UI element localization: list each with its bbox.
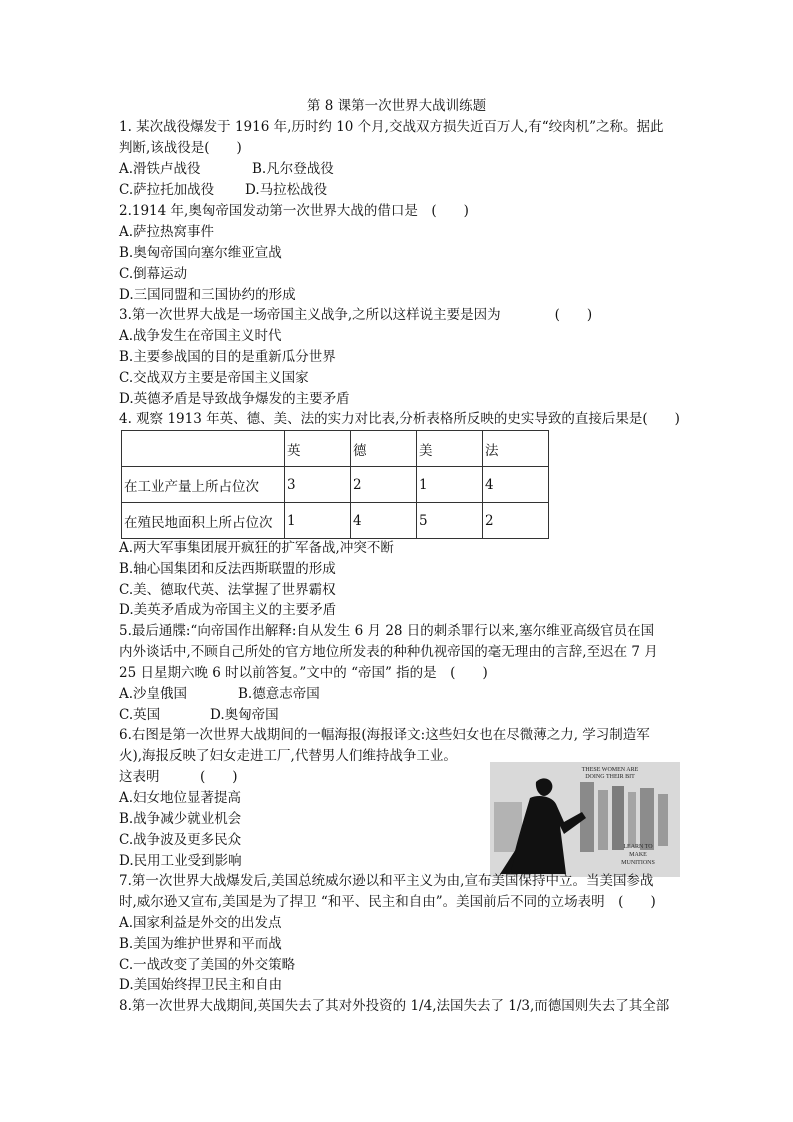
poster-text-bottom-2: MAKE bbox=[629, 852, 647, 858]
poster-text-top-2: DOING THEIR BIT bbox=[585, 774, 635, 780]
page-title: 第 8 课第一次世界大战训练题 bbox=[306, 98, 487, 114]
q5-option-b: B.德意志帝国 bbox=[238, 686, 320, 702]
q5-option-a: A.沙皇俄国 bbox=[119, 686, 188, 702]
q6-option-d: D.民用工业受到影响 bbox=[119, 853, 242, 869]
q4-option-c: C.美、德取代英、法掌握了世界霸权 bbox=[119, 582, 336, 598]
q3-option-a: A.战争发生在帝国主义时代 bbox=[119, 328, 282, 344]
q5-stem-line2: 内外谈话中,不顾自己所处的官方地位所发表的种种仇视帝国的毫无理由的言辞,至迟在 7 月 bbox=[119, 644, 658, 660]
q7-stem-line1: 7.第一次世界大战爆发后,美国总统威尔逊以和平主义为由,宣布美国保持中立。当美国参战 bbox=[119, 873, 654, 889]
poster-text-bottom-3: MUNITIONS bbox=[621, 860, 655, 866]
q2-stem: 2.1914 年,奥匈帝国发动第一次世界大战的借口是 ( ) bbox=[119, 203, 469, 219]
q4-option-a: A.两大军事集团展开疯狂的扩军备战,冲突不断 bbox=[119, 540, 394, 556]
q4-option-b: B.轴心国集团和反法西斯联盟的形成 bbox=[119, 561, 336, 577]
q1-stem-line2: 判断,该战役是( ) bbox=[119, 140, 242, 156]
q7-stem-line2: 时,威尔逊又宣布,美国是为了捍卫 “和平、民主和自由”。美国前后不同的立场表明 ( ) bbox=[119, 894, 656, 910]
poster-machine bbox=[658, 794, 668, 846]
q3-option-b: B.主要参战国的目的是重新瓜分世界 bbox=[119, 349, 336, 365]
q5-option-c: C.英国 bbox=[119, 707, 161, 723]
table-row bbox=[122, 431, 549, 467]
poster-text-bottom-1: LEARN TO bbox=[623, 844, 653, 850]
q6-stem-line2: 火),海报反映了妇女走进工厂,代替男人们维持战争工业。 bbox=[119, 748, 457, 764]
q5-option-d: D.奥匈帝国 bbox=[210, 707, 279, 723]
q5-stem-line3: 25 日星期六晚 6 时以前答复。”文中的 “帝国” 指的是 ( ) bbox=[119, 665, 488, 681]
q7-option-a: A.国家利益是外交的出发点 bbox=[119, 915, 282, 931]
q7-option-b: B.美国为维护世界和平而战 bbox=[119, 936, 282, 952]
q1-option-b: B.凡尔登战役 bbox=[252, 161, 334, 177]
poster-machine bbox=[612, 786, 624, 850]
q2-option-d: D.三国同盟和三国协约的形成 bbox=[119, 287, 296, 303]
table-cell: 2 bbox=[483, 503, 549, 539]
poster-machine bbox=[598, 790, 608, 850]
q4-option-d: D.美英矛盾成为帝国主义的主要矛盾 bbox=[119, 602, 337, 618]
war-poster-image bbox=[490, 762, 680, 877]
q6-option-b: B.战争减少就业机会 bbox=[119, 811, 242, 827]
q7-option-d: D.美国始终捍卫民主和自由 bbox=[119, 977, 283, 993]
q4-strength-table bbox=[121, 430, 549, 539]
table-header-cell: 德 bbox=[351, 431, 417, 467]
q1-option-d: D.马拉松战役 bbox=[245, 182, 328, 198]
q1-option-c: C.萨拉托加战役 bbox=[119, 182, 215, 198]
q2-option-c: C.倒幕运动 bbox=[119, 266, 188, 282]
q6-option-a: A.妇女地位显著提高 bbox=[119, 790, 242, 806]
table-cell: 1 bbox=[417, 467, 483, 503]
table-cell: 1 bbox=[285, 503, 351, 539]
q5-stem-line1: 5.最后通牒:“向帝国作出解释:自从发生 6 月 28 日的刺杀罪行以来,塞尔维亚高级官员在国 bbox=[119, 623, 655, 639]
q6-stem-line1: 6.右图是第一次世界大战期间的一幅海报(海报译文:这些妇女也在尽微薄之力, 学习制造军 bbox=[119, 727, 650, 743]
q1-stem-line1: 1. 某次战役爆发于 1916 年,历时约 10 个月,交战双方损失近百万人,有“绞肉机”之称。据此 bbox=[119, 119, 664, 135]
table-row bbox=[122, 503, 549, 539]
table-row bbox=[122, 467, 549, 503]
table-cell: 3 bbox=[285, 467, 351, 503]
poster-machine bbox=[640, 788, 654, 850]
q6-stem-line3: 这表明 ( ) bbox=[119, 769, 238, 785]
q2-option-b: B.奥匈帝国向塞尔维亚宣战 bbox=[119, 245, 282, 261]
table-header-cell: 法 bbox=[483, 431, 549, 467]
q2-option-a: A.萨拉热窝事件 bbox=[119, 224, 215, 240]
q8-stem-line1: 8.第一次世界大战期间,英国失去了其对外投资的 1/4,法国失去了 1/3,而德国则失去了其全部 bbox=[119, 998, 670, 1014]
q7-option-c: C.一战改变了美国的外交策略 bbox=[119, 957, 296, 973]
table-header-cell: 英 bbox=[285, 431, 351, 467]
q6-option-c: C.战争波及更多民众 bbox=[119, 832, 242, 848]
q4-stem: 4. 观察 1913 年英、德、美、法的实力对比表,分析表格所反映的史实导致的直接后果是( ) bbox=[119, 411, 680, 427]
q3-option-d: D.英德矛盾是导致战争爆发的主要矛盾 bbox=[119, 391, 350, 407]
q3-stem: 3.第一次世界大战是一场帝国主义战争,之所以这样说主要是因为 ( ) bbox=[119, 307, 593, 323]
poster-machine bbox=[628, 792, 636, 847]
table-cell: 2 bbox=[351, 467, 417, 503]
poster-text-top-1: THESE WOMEN ARE bbox=[581, 767, 639, 773]
q1-option-a: A.滑铁卢战役 bbox=[119, 161, 201, 177]
table-cell: 在殖民地面积上所占位次 bbox=[122, 503, 285, 539]
table-cell: 4 bbox=[483, 467, 549, 503]
table-cell: 4 bbox=[351, 503, 417, 539]
table-header-cell bbox=[122, 431, 285, 467]
table-header-cell: 美 bbox=[417, 431, 483, 467]
table-cell: 在工业产量上所占位次 bbox=[122, 467, 285, 503]
table-cell: 5 bbox=[417, 503, 483, 539]
q3-option-c: C.交战双方主要是帝国主义国家 bbox=[119, 370, 309, 386]
